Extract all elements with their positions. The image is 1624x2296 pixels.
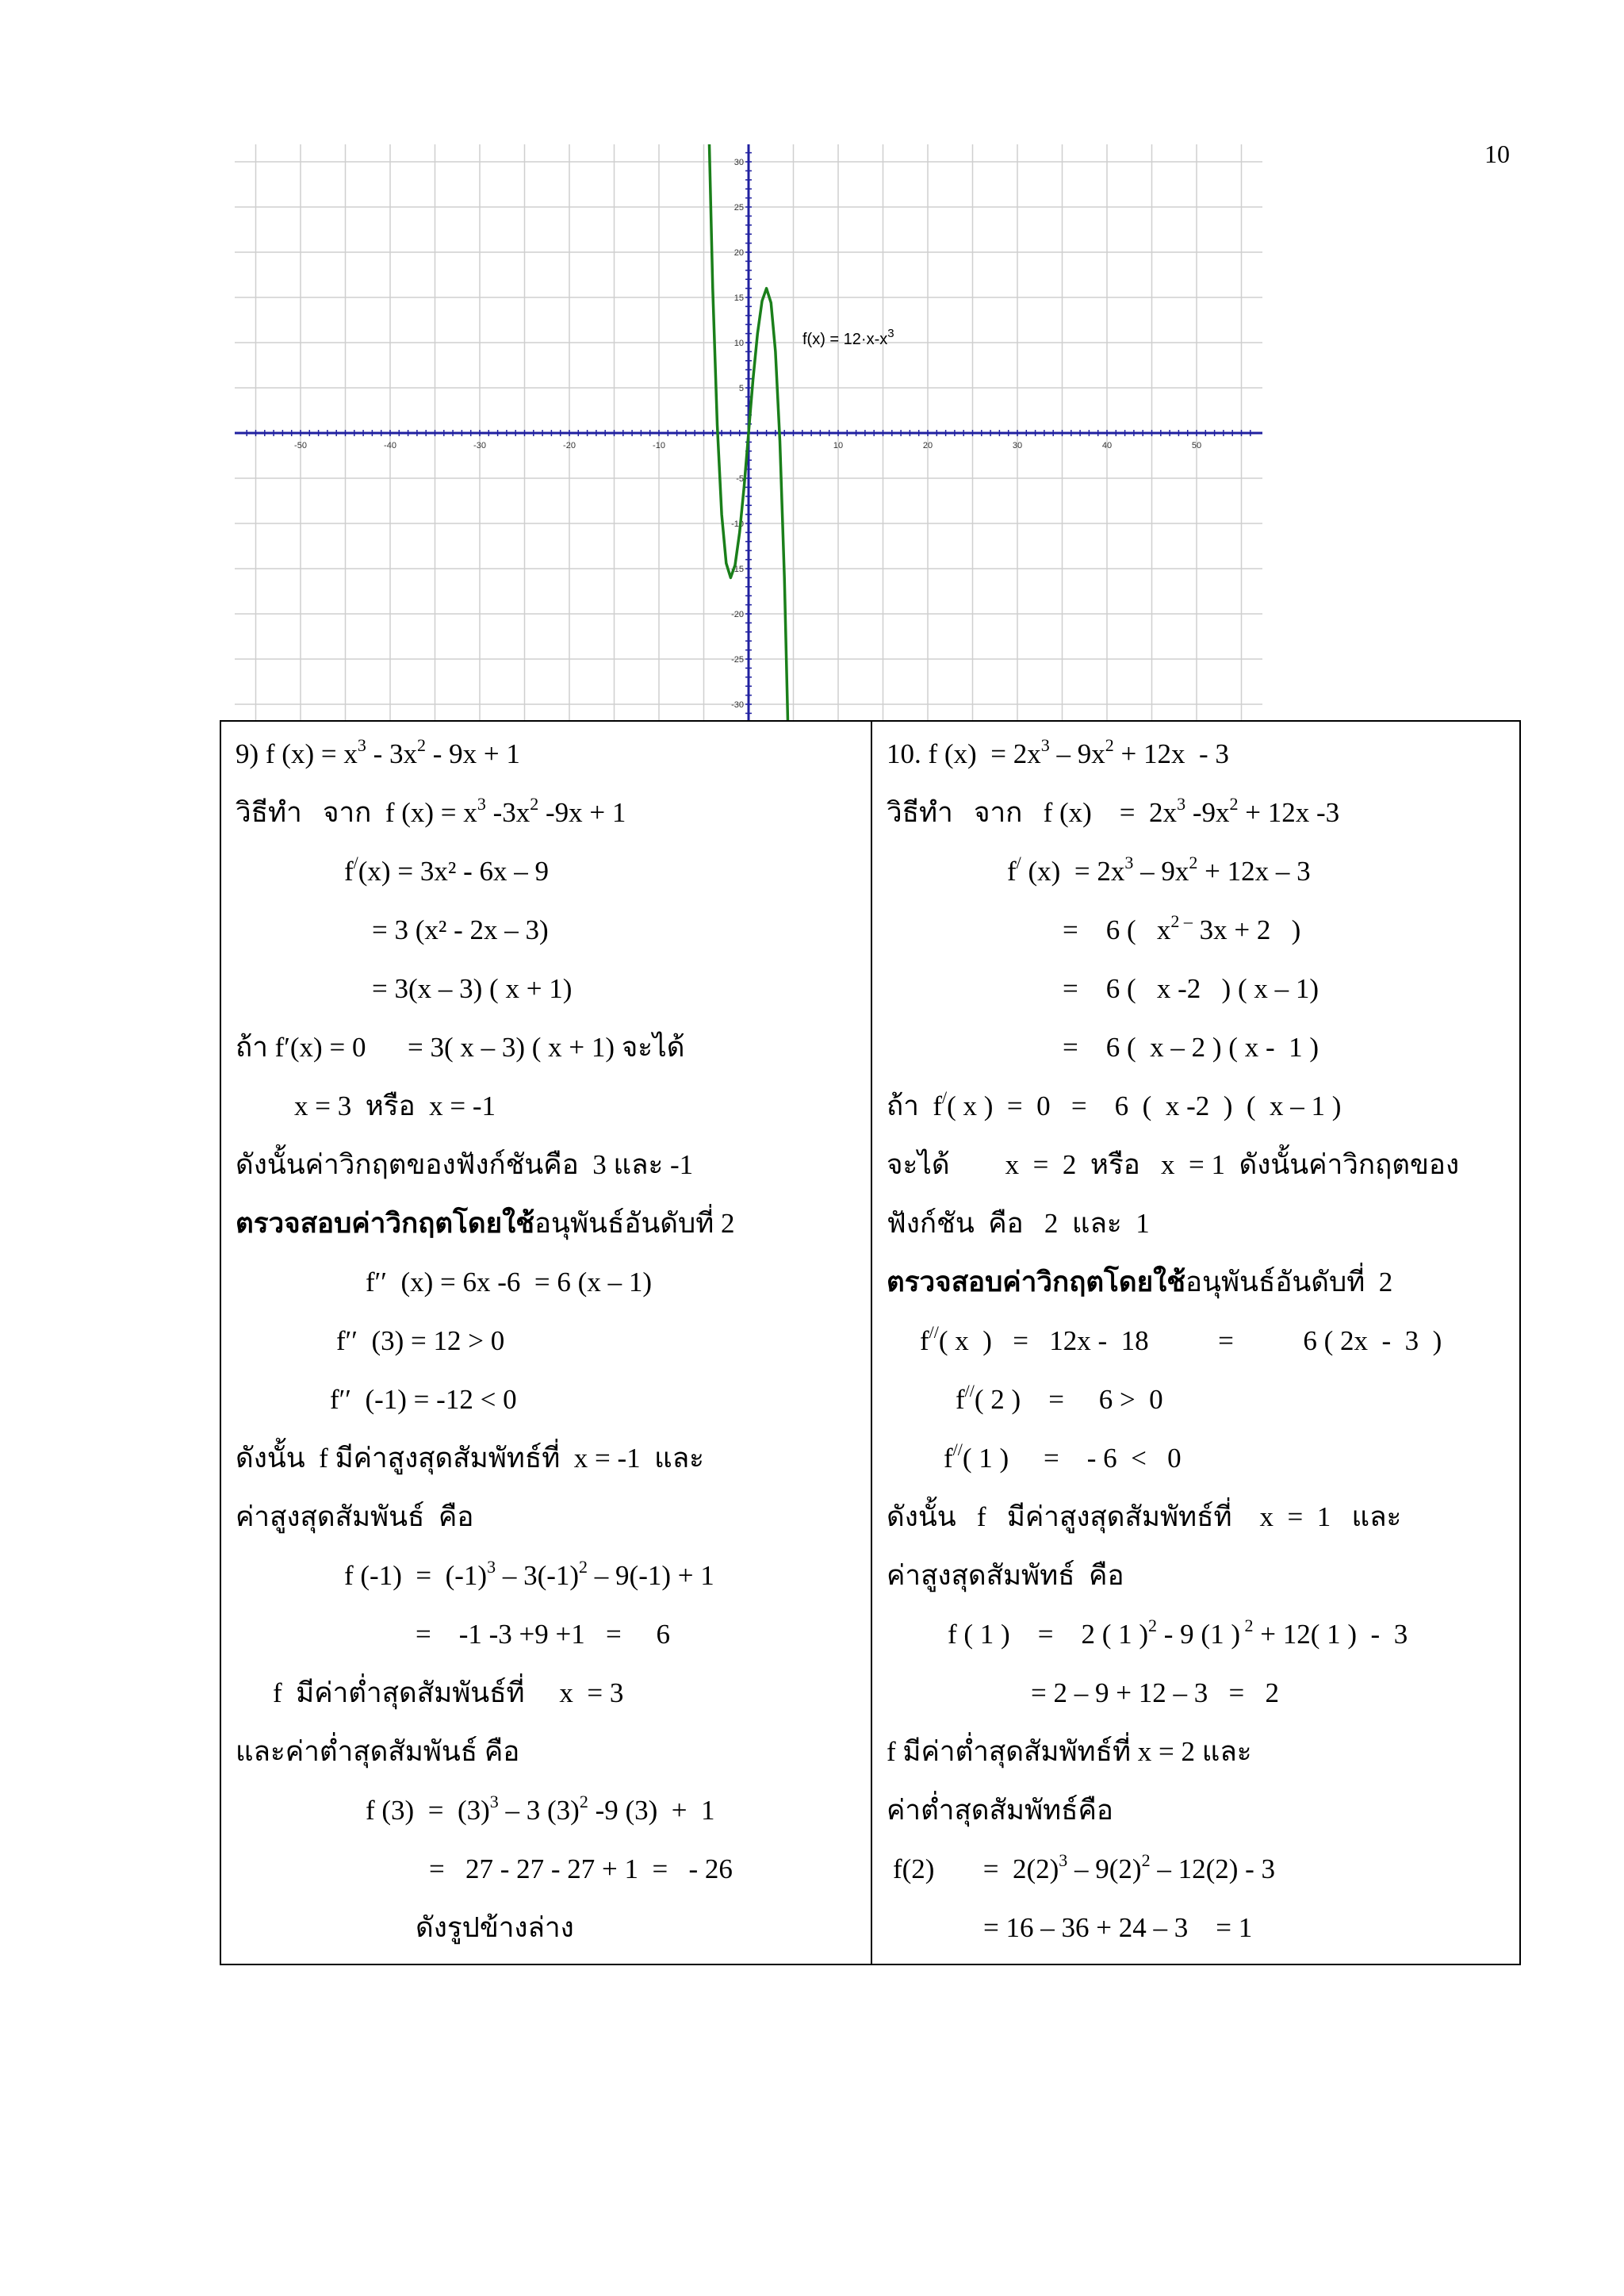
problem-9-roots: x = 3 หรือ x = -1	[294, 1091, 496, 1121]
problem-9-min-statement: f มีค่าต่ำสุดสัมพันธ์ที่ x = 3	[273, 1677, 624, 1708]
problem-9-max-label: ค่าสูงสุดสัมพันธ์ คือ	[236, 1501, 474, 1532]
function-label	[802, 327, 894, 348]
y-tick-label: -15	[731, 565, 744, 574]
problem-10-column	[872, 722, 1519, 1964]
problem-10-derivative: f/ $(x) = 2x^3 - 9x^2 + 12x - 3$	[1007, 853, 1311, 887]
problem-10-factor-2: = 6 ( x -2 ) ( x – 1)	[1063, 973, 1320, 1004]
problem-10-max-statement: ดังนั้น f มีค่าสูงสุดสัมพัทธ์ที่ x = 1 และ	[887, 1501, 1402, 1532]
problem-9-factor-1: = 3 (x² - 2x – 3)	[372, 914, 549, 945]
y-tick-label: 10	[733, 339, 744, 348]
y-tick-label: 20	[733, 248, 744, 258]
problem-9-critical-values: ดังนั้นค่าวิกฤตของฟังก์ชันคือ 3 และ -1	[236, 1149, 694, 1180]
x-tick-label: 20	[922, 441, 933, 450]
problem-10-factor-1: = 6 ( $x^{2 -}$ 3x + 2 )	[1063, 911, 1301, 945]
x-tick-label: -20	[563, 441, 576, 450]
x-tick-label: -30	[473, 441, 486, 450]
y-tick-label: 25	[733, 203, 744, 213]
x-tick-label: -40	[384, 441, 396, 450]
x-tick-label: 10	[833, 441, 844, 450]
problem-9-test-neg1: f′′ (-1) = -12 < 0	[330, 1384, 517, 1415]
y-tick-label: -5	[736, 474, 744, 484]
problem-10-test-1: f//( 1 ) = - 6 < 0	[944, 1439, 1182, 1474]
y-tick-label: 30	[733, 158, 744, 167]
problem-9-set-zero: ถ้า f′(x) = 0 = 3( x – 3) ( x + 1) จะได้	[236, 1032, 685, 1063]
problem-10-min-statement: f มีค่าต่ำสุดสัมพัทธ์ที่ x = 2 และ	[887, 1736, 1252, 1767]
y-tick-label: -25	[731, 655, 744, 665]
problem-10-set-zero: ถ้า f/( x ) = 0 = 6 ( x -2 ) ( x – 1 )	[887, 1087, 1342, 1121]
x-tick-label: 50	[1191, 441, 1202, 450]
problem-9-step-1: วิธีทำ จาก f $(x) = x^3$ $-3x^2$ -9x + 1	[236, 794, 626, 828]
problem-10-min-value: = 16 – 36 + 24 – 3 = 1	[983, 1912, 1253, 1943]
problem-10-max-calc: f ( 1 ) = 2 ( 1 )$^2$ - 9 (1 ) $^2$ + 12( 1 ) - 3	[948, 1616, 1408, 1650]
problem-9-graph-note: ดังรูปข้างล่าง	[416, 1912, 574, 1943]
problem-10-heading: 10. f $(x) = 2x^3 - 9x^2 + 12x - 3$	[887, 735, 1229, 769]
problem-9-column	[221, 722, 872, 1964]
problem-9-second-derivative-heading: ตรวจสอบค่าวิกฤตโดยใช้อนุพันธ์อันดับที่ 2	[236, 1208, 735, 1239]
problem-9-min-value: = 27 - 27 - 27 + 1 = - 26	[429, 1853, 733, 1884]
problem-9-test-3: f′′ (3) = 12 > 0	[336, 1325, 505, 1356]
y-tick-label: -20	[731, 610, 744, 619]
y-tick-label: 5	[738, 384, 744, 393]
page-number: 10	[1484, 140, 1510, 168]
problem-9-heading: 9) f $(x) = x^3 - 3x^2 - 9x + 1$	[236, 735, 520, 769]
problem-9-second-derivative: f′′ (x) = 6x -6 = 6 (x – 1)	[366, 1267, 652, 1297]
problem-9-max-value: = -1 -3 +9 +1 = 6	[416, 1619, 671, 1650]
y-tick-label: -30	[731, 700, 744, 710]
problem-9-max-statement: ดังนั้น f มีค่าสูงสุดสัมพัทธ์ที่ x = -1 และ	[236, 1443, 704, 1474]
problem-10-max-value: = 2 – 9 + 12 – 3 = 2	[1031, 1677, 1279, 1708]
y-tick-label: 15	[733, 293, 744, 303]
problem-10-second-derivative-heading: ตรวจสอบค่าวิกฤตโดยใช้อนุพันธ์อันดับที่ 2	[887, 1267, 1393, 1297]
solutions-table	[220, 720, 1521, 1965]
problem-10-roots: จะได้ x = 2 หรือ x = 1 ดังนั้นค่าวิกฤตของ	[887, 1149, 1460, 1180]
problem-9-factor-2: = 3(x – 3) ( x + 1)	[372, 973, 573, 1004]
function-graph	[235, 144, 1262, 722]
problem-10-step-1: วิธีทำ จาก f (x) = $2x^3$ $-9x^2 + 12x$ -3	[887, 794, 1340, 828]
problem-9-min-calc: f $(3) = (3)^3 - 3$ $(3)^2$ -9 (3) + 1	[366, 1792, 715, 1826]
x-tick-label: 40	[1101, 441, 1113, 450]
problem-10-factor-3: = 6 ( x – 2 ) ( x - 1 )	[1063, 1032, 1320, 1063]
problem-9-derivative: f/(x) = 3x² - 6x – 9	[344, 853, 549, 887]
problem-10-min-calc: f(2) = $2(2)^3 - 9(2)^2 - 12(2) - 3$	[893, 1850, 1276, 1884]
x-tick-label: 30	[1012, 441, 1023, 450]
x-tick-label: -10	[653, 441, 665, 450]
problem-10-test-2: f//( 2 ) = 6 > 0	[956, 1381, 1163, 1415]
problem-10-min-label: ค่าต่ำสุดสัมพัทธ์คือ	[887, 1795, 1113, 1826]
function-label-base: f(x) = 12·x-x	[802, 331, 888, 348]
problem-10-second-derivative: f//( x ) = 12x - 18 = 6 ( 2x - 3 )	[920, 1322, 1442, 1356]
y-tick-label: -10	[731, 519, 744, 529]
problem-10-max-label: ค่าสูงสุดสัมพัทธ์ คือ	[887, 1560, 1124, 1591]
x-tick-label: -50	[294, 441, 307, 450]
problem-9-max-calc: f $(-1) = (-1)^3 - 3(-1)^2 - 9(-1) + 1$	[344, 1557, 714, 1591]
graph-svg	[235, 144, 1262, 722]
function-label-exponent: 3	[887, 327, 894, 340]
problem-9-min-label: และค่าต่ำสุดสัมพันธ์ คือ	[236, 1736, 520, 1767]
problem-10-critical-values: ฟังก์ชัน คือ 2 และ 1	[887, 1208, 1150, 1239]
